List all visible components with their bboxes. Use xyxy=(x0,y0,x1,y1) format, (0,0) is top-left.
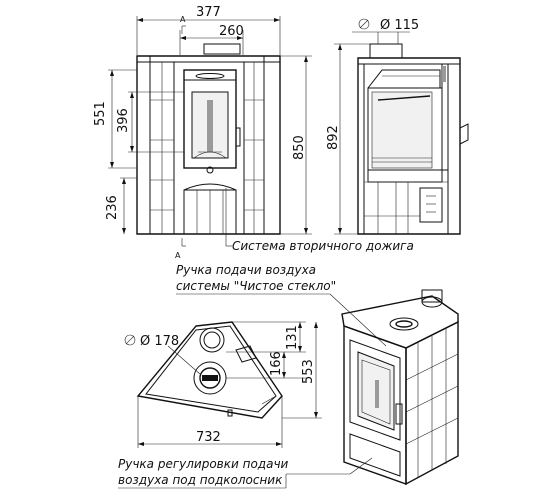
caption-clean-glass-line2: системы "Чистое стекло" xyxy=(176,279,337,293)
plan-view xyxy=(125,322,322,448)
section-mark-top: А xyxy=(180,15,186,24)
dim-plan-depth: 166 xyxy=(269,351,284,376)
dim-front-width-top: 260 xyxy=(219,24,244,39)
dim-plan-width: 732 xyxy=(196,430,221,445)
dim-front-width-total: 377 xyxy=(196,5,221,20)
dim-flue-diameter: Ø 115 xyxy=(380,18,420,33)
caption-ash-line1: Ручка регулировки подачи xyxy=(118,457,289,471)
dim-front-height-glass: 396 xyxy=(116,108,131,133)
dim-side-height-total: 892 xyxy=(326,125,341,150)
dim-front-height-total: 850 xyxy=(292,135,307,160)
side-section-view xyxy=(326,18,468,234)
front-view xyxy=(93,5,414,260)
label-secondary-burn: Система вторичного дожига xyxy=(232,239,414,253)
dim-front-height-firebox: 551 xyxy=(93,101,108,126)
caption-ash xyxy=(118,457,289,488)
dim-front-height-base: 236 xyxy=(105,195,120,220)
caption-ash-line2: воздуха под подколосник xyxy=(118,473,283,487)
caption-clean-glass-line1: Ручка подачи воздуха xyxy=(176,263,317,277)
dim-plan-total-depth: 553 xyxy=(301,359,316,384)
dim-plan-offset: 131 xyxy=(285,325,300,350)
isometric-view xyxy=(286,290,458,484)
section-mark-bottom: А xyxy=(175,251,181,260)
front-left-tiles xyxy=(150,62,174,234)
front-right-tiles xyxy=(244,62,264,234)
dim-collar-diameter: Ø 178 xyxy=(140,334,180,349)
